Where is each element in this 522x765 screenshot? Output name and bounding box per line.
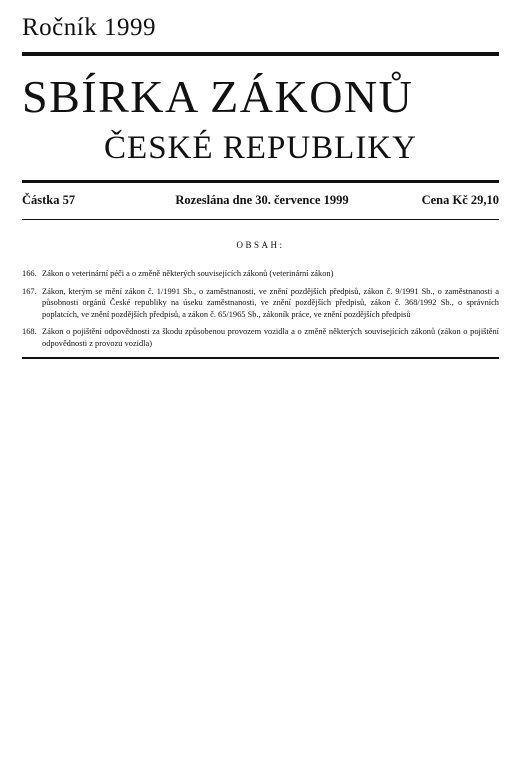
gazette-page xyxy=(22,0,499,765)
gazette-title: SBÍRKA ZÁKONŮ xyxy=(22,71,414,122)
item-text: Zákon o pojištění odpovědnosti za škodu způsobenou provozem vozidla a o změně některých souvisejících zákonů (zákon o pojištění odpovědnosti z provozu vozidla) xyxy=(42,327,499,348)
meta-rule xyxy=(22,219,499,220)
header-rule xyxy=(22,180,499,183)
contents-bottom-rule xyxy=(22,357,499,359)
list-item xyxy=(22,286,499,321)
issue-number: Částka 57 xyxy=(22,193,76,207)
volume-year: Ročník 1999 xyxy=(22,14,156,41)
list-item xyxy=(22,268,499,280)
item-number: 167. xyxy=(22,286,37,296)
item-number: 166. xyxy=(22,269,37,278)
item-text: Zákon o veterinární péči a o změně některých souvisejících zákonů (veterinární zákon) xyxy=(42,269,334,278)
list-item xyxy=(22,326,499,349)
issue-price: Cena Kč 29,10 xyxy=(421,193,499,207)
item-number: 168. xyxy=(22,327,37,337)
item-text: Zákon, kterým se mění zákon č. 1/1991 Sb., o zaměstnanosti, ve znění pozdějších předpisů, zákon č. 9/1991 Sb., o zaměstnanosti a působnosti orgánů České republiky na úseku zaměstnanosti, ve znění pozdějších předpisů, zákon č. 368/1992 Sb., o správních poplatcích, ve znění pozdějších předpisů, a zákon č. 65/1965 Sb., zákoník práce, ve znění pozdějších předpisů xyxy=(42,286,499,319)
contents-list xyxy=(22,268,499,356)
distribution-date: Rozeslána dne 30. července 1999 xyxy=(175,193,349,207)
top-rule xyxy=(22,52,499,56)
gazette-subtitle: ČESKÉ REPUBLIKY xyxy=(104,130,417,166)
contents-heading: OBSAH: xyxy=(236,240,285,250)
